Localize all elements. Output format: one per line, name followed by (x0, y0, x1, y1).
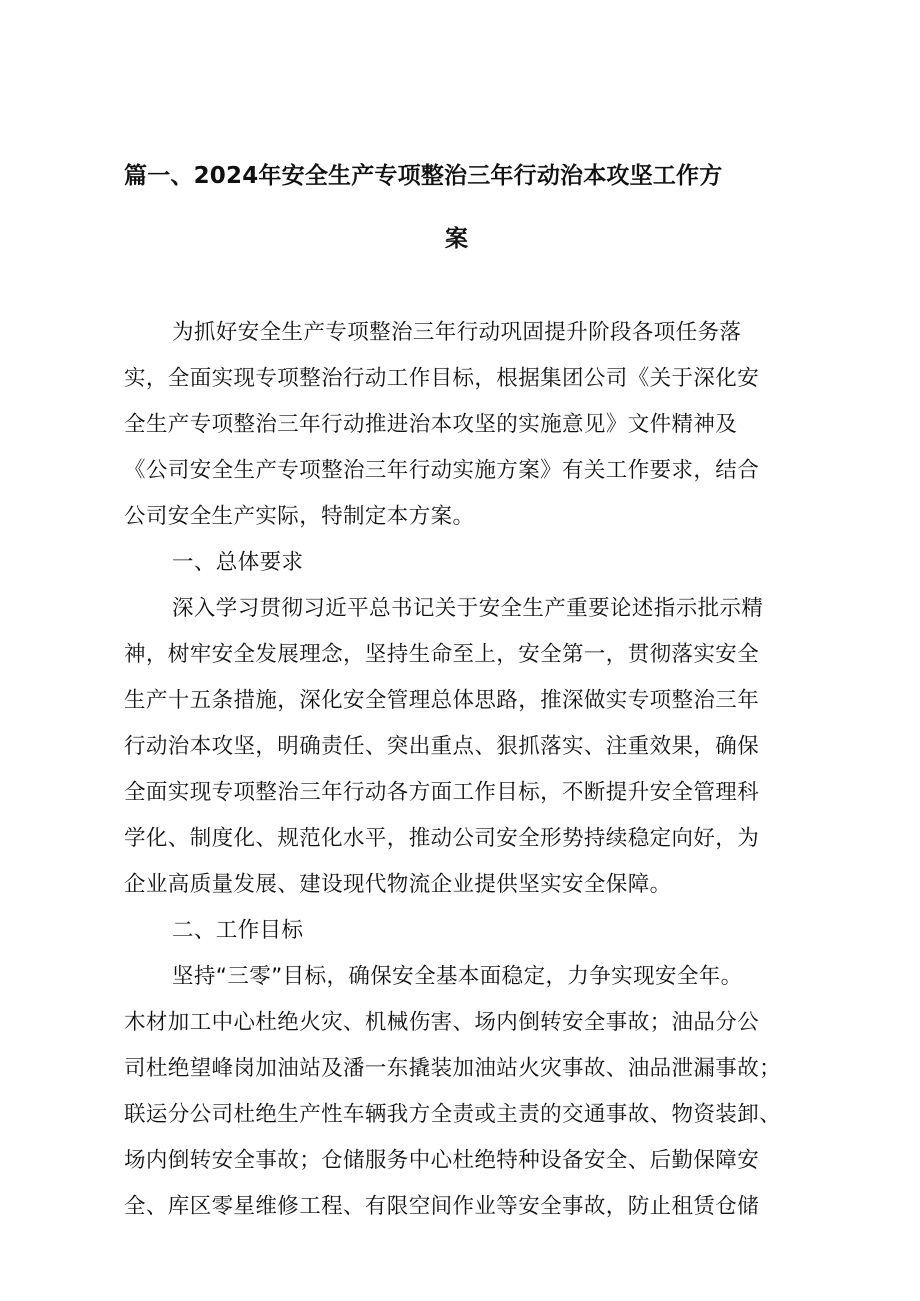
paragraph-line: 全面实现专项整治三年行动各方面工作目标，不断提升安全管理科 (124, 780, 760, 805)
paragraph-line: 场内倒转安全事故；仓储服务中心杜绝特种设备安全、后勤保障安 (124, 1148, 760, 1173)
paragraph-line: 生产十五条措施，深化安全管理总体思路，推深做实专项整治三年 (124, 688, 760, 713)
paragraph-line: 实，全面实现专项整治行动工作目标，根据集团公司《关于深化安 (124, 366, 760, 391)
paragraph-line: 司杜绝望峰岗加油站及潘一东撬装加油站火灾事故、油品泄漏事故； (124, 1056, 782, 1081)
paragraph-line: 行动治本攻坚，明确责任、突出重点、狠抓落实、注重效果，确保 (124, 734, 760, 759)
paragraph-line: 《公司安全生产专项整治三年行动实施方案》有关工作要求，结合 (124, 458, 760, 483)
paragraph-line: 坚持“三零”目标，确保安全基本面稳定，力争实现安全年。 (172, 964, 743, 989)
document-title-line-2: 案 (445, 226, 469, 252)
paragraph-line: 为抓好安全生产专项整治三年行动巩固提升阶段各项任务落 (172, 320, 742, 345)
paragraph-line: 公司安全生产实际，特制定本方案。 (124, 504, 475, 529)
paragraph-line: 联运分公司杜绝生产性车辆我方全责或主责的交通事故、物资装卸、 (124, 1102, 782, 1127)
paragraph-line: 木材加工中心杜绝火灾、机械伤害、场内倒转安全事故；油品分公 (124, 1010, 760, 1035)
paragraph-line: 全生产专项整治三年行动推进治本攻坚的实施意见》文件精神及 (124, 412, 738, 437)
paragraph-line: 学化、制度化、规范化水平，推动公司安全形势持续稳定向好，为 (124, 826, 760, 851)
paragraph-line: 深入学习贯彻习近平总书记关于安全生产重要论述指示批示精 (172, 596, 764, 621)
section-heading: 二、工作目标 (172, 918, 304, 943)
paragraph-line: 神，树牢安全发展理念，坚持生命至上，安全第一，贯彻落实安全 (124, 642, 760, 667)
paragraph-line: 企业高质量发展、建设现代物流企业提供坚实安全保障。 (124, 872, 672, 897)
document-body (124, 318, 804, 1238)
document-title-line-1: 篇一、2024年安全生产专项整治三年行动治本攻坚工作方 (124, 163, 723, 189)
section-heading: 一、总体要求 (172, 550, 304, 575)
paragraph-line: 全、库区零星维修工程、有限空间作业等安全事故，防止租赁仓储 (124, 1194, 760, 1219)
